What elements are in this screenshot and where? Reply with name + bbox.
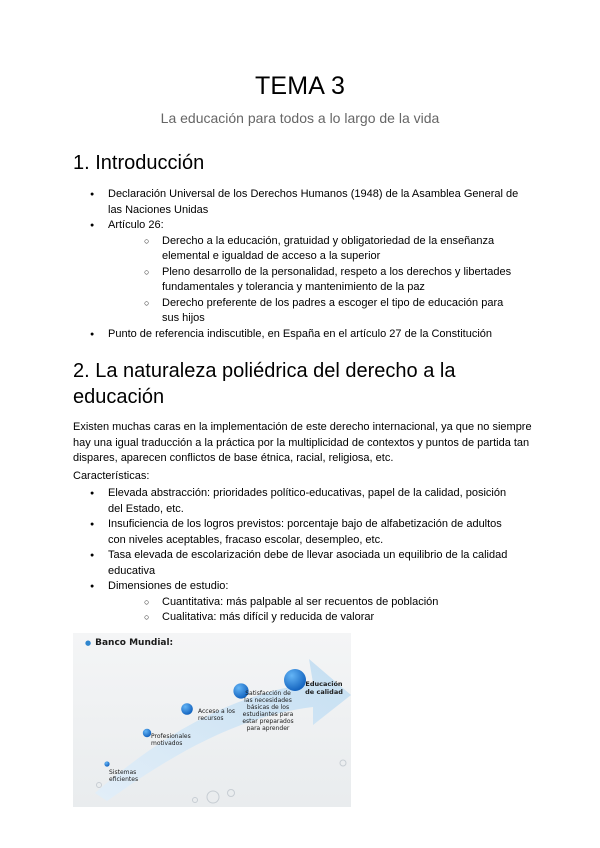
caracteristicas-label: Características: xyxy=(73,470,150,482)
sub-list-item: ○ Cuantitativa: más palpable al ser recuentos de población xyxy=(108,595,520,611)
list-item: ● Tasa elevada de escolarización debe de llevar asociada un equilibrio de la calidad educativa xyxy=(90,548,520,579)
step-label: Profesionales motivados xyxy=(151,733,191,747)
step-label: Sistemas eficientes xyxy=(109,769,139,783)
section-heading-introduccion: 1. Introducción xyxy=(73,152,205,174)
intro-bullet-list xyxy=(90,187,520,342)
step-label-final: Educación de calidad xyxy=(305,680,343,696)
section-heading-naturaleza: 2. La naturaleza poliédrica del derecho a la educación xyxy=(73,360,456,408)
step-dot-1 xyxy=(104,761,109,766)
sub-list-item: ○ Cualitativa: más difícil y reducida de valorar xyxy=(108,610,520,626)
step-dot-3 xyxy=(181,703,193,715)
step-label: Satisfacción de las necesidades básicas de los estudiantes para estar preparados para aprender xyxy=(242,690,294,732)
sub-list-item: ○ Derecho a la educación, gratuidad y obligatoriedad de la enseñanza elemental e igualdad de acceso a la superior xyxy=(108,234,520,265)
section-paragraph: Existen muchas caras en la implementación de este derecho internacional, ya que no siempre hay una igual traducción a la práctica por la multiplicidad de contextos y puntos de partida tan dispares, aparecen conflictos de base étnica, racial, religiosa, etc. xyxy=(73,421,532,464)
sub-list-item: ○ Pleno desarrollo de la personalidad, respeto a los derechos y libertades fundamentales y tolerancia y mantenimiento de la paz xyxy=(108,265,520,296)
page-title: TEMA 3 xyxy=(254,72,346,100)
list-item: ● Declaración Universal de los Derechos Humanos (1948) de la Asamblea General de las Naciones Unidas xyxy=(90,187,520,218)
list-item: ● Dimensiones de estudio: ○ Cuantitativa: más palpable al ser recuentos de población ○ Cualitativa: más difícil y reducida de valorar xyxy=(90,579,520,626)
list-item: ● Artículo 26: ○ Derecho a la educación, gratuidad y obligatoriedad de la enseñanza elemental e igualdad de acceso a la superior ○ Pleno desarrollo de la personalidad, respeto a los derechos y libertades fundamentales y tolerancia y mantenimiento de la paz ○ Derecho preferente de los padres a escoger el tipo de educación para sus hijos xyxy=(90,218,520,327)
figure-title: ● Banco Mundial: xyxy=(85,638,174,648)
list-item: ● Punto de referencia indiscutible, en España en el artículo 27 de la Constitución xyxy=(90,327,520,343)
articulo-26-sublist xyxy=(108,234,520,327)
sub-list-item: ○ Derecho preferente de los padres a escoger el tipo de educación para sus hijos xyxy=(108,296,520,327)
banco-mundial-figure xyxy=(73,633,351,807)
list-item: ● Elevada abstracción: prioridades político-educativas, papel de la calidad, posición del Estado, etc. xyxy=(90,486,520,517)
dimensiones-sublist xyxy=(108,595,520,626)
step-dot-2 xyxy=(143,729,151,737)
step-label: Acceso a los recursos xyxy=(198,708,236,722)
caracteristicas-list xyxy=(90,486,520,626)
list-item: ● Insuficiencia de los logros previstos: porcentaje bajo de alfabetización de adultos con niveles aceptables, fracaso escolar, desempleo, etc. xyxy=(90,517,520,548)
page-subtitle: La educación para todos a lo largo de la vida xyxy=(160,110,440,126)
